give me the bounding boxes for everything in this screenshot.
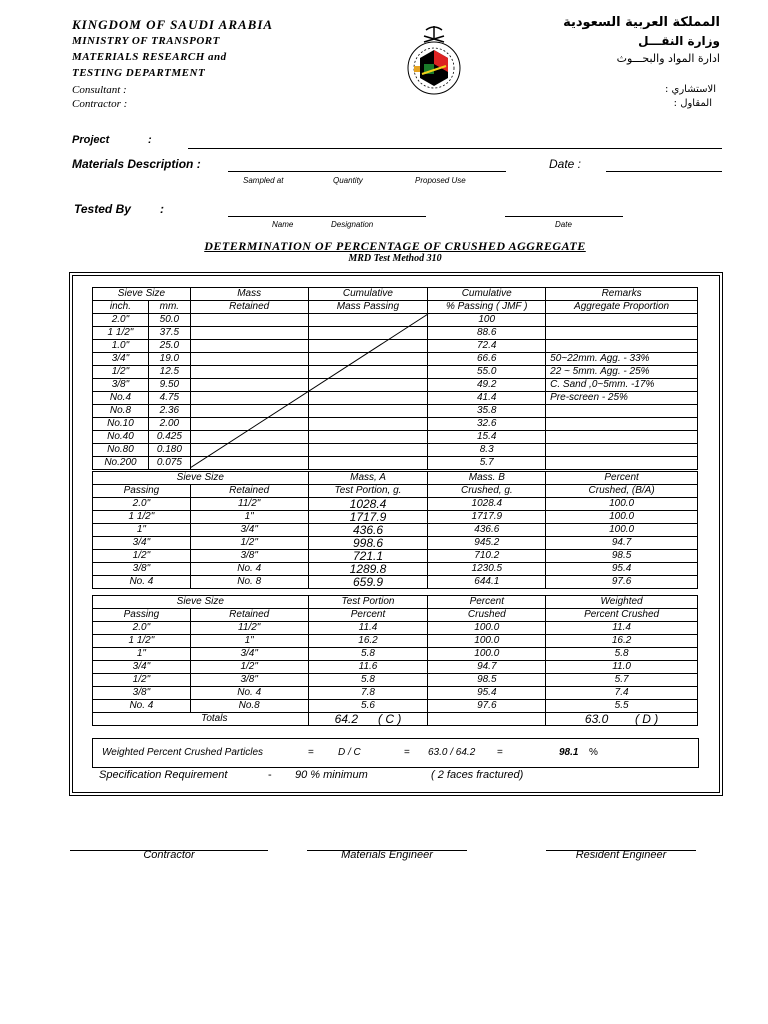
- ratio-value: 63.0 / 64.2: [428, 747, 476, 758]
- remarks-cell: [546, 444, 698, 457]
- gradation-header-row: [93, 288, 698, 301]
- jmf-passing-cell: 8.3: [428, 444, 546, 457]
- passing-cell: 1/2": [93, 550, 191, 563]
- mass-b-header: Mass. B: [428, 472, 546, 485]
- contractor-signature-label: Contractor: [143, 849, 195, 861]
- d-label: ( D ): [634, 712, 659, 726]
- crushed-subheader: Crushed: [428, 609, 546, 622]
- sieve-mm-cell: 12.5: [148, 366, 190, 379]
- crushed-mass-row: [93, 537, 698, 550]
- header-testing-department: TESTING DEPARTMENT: [72, 67, 206, 79]
- percent-header: Percent: [428, 596, 546, 609]
- weighted-percent-cell: 5.8: [546, 648, 698, 661]
- equals-2: =: [404, 747, 410, 758]
- tested-by-name-field[interactable]: [228, 216, 426, 217]
- percent-crushed-cell: 100.0: [428, 635, 546, 648]
- jmf-passing-cell: 32.6: [428, 418, 546, 431]
- passing-cell: 2.0": [93, 498, 191, 511]
- mass-header: Mass: [190, 288, 308, 301]
- mass-b-cell: 1230.5: [428, 563, 546, 576]
- test-portion-percent-cell: 11.6: [308, 661, 428, 674]
- weighted-percent-cell: 16.2: [546, 635, 698, 648]
- materials-engineer-signature-label: Materials Engineer: [341, 849, 433, 861]
- retained-cell: 1/2": [190, 537, 308, 550]
- remarks-cell: [546, 457, 698, 470]
- remarks-cell: [546, 418, 698, 431]
- consultant-label: Consultant :: [72, 84, 127, 96]
- tested-by-label: Tested By: [74, 202, 131, 216]
- retained-cell: 1": [190, 635, 308, 648]
- jmf-passing-cell: 72.4: [428, 340, 546, 353]
- crushed-g-header: Crushed, g.: [428, 485, 546, 498]
- percent-crushed-subheader: Percent Crushed: [546, 609, 698, 622]
- passing-cell: 1/2": [93, 674, 191, 687]
- retained-cell: 1/2": [190, 661, 308, 674]
- percent-crushed-cell: 100.0: [546, 511, 698, 524]
- jmf-passing-cell: 35.8: [428, 405, 546, 418]
- retained-header: Retained: [190, 301, 308, 314]
- result-percent: %: [589, 747, 598, 758]
- mm-header: mm.: [148, 301, 190, 314]
- remarks-cell: [546, 314, 698, 327]
- percent-crushed-cell: 97.6: [546, 576, 698, 589]
- sieve-inch-cell: 1/2": [93, 366, 149, 379]
- sieve-size-header: Sieve Size: [93, 472, 309, 485]
- page-title: DETERMINATION OF PERCENTAGE OF CRUSHED AGGREGATE: [204, 239, 586, 253]
- jmf-passing-cell: 41.4: [428, 392, 546, 405]
- contractor-label: Contractor :: [72, 98, 128, 110]
- mass-b-cell: 1717.9: [428, 511, 546, 524]
- percent-crushed-cell: 94.7: [546, 537, 698, 550]
- name-label: Name: [272, 220, 294, 229]
- retained-header: Retained: [190, 485, 308, 498]
- passing-cell: 1": [93, 524, 191, 537]
- retained-cell: 3/8": [190, 674, 308, 687]
- passing-cell: 1 1/2": [93, 635, 191, 648]
- diagonal-strike-line: [190, 312, 430, 470]
- consultant-label-ar: الاستشاري :: [664, 84, 716, 95]
- remarks-cell: [546, 340, 698, 353]
- remarks-header: Remarks: [546, 288, 698, 301]
- weighted-row: [93, 674, 698, 687]
- weighted-header: Weighted: [546, 596, 698, 609]
- crushed-mass-row: [93, 563, 698, 576]
- jmf-passing-cell: 49.2: [428, 379, 546, 392]
- test-portion-header: Test Portion: [308, 596, 428, 609]
- mass-a-cell: 1717.9: [308, 511, 428, 524]
- header-department-ar: ادارة المواد والبحـــوث: [616, 52, 720, 65]
- spec-requirement-label: Specification Requirement: [99, 769, 228, 781]
- weighted-percent-cell: 7.4: [546, 687, 698, 700]
- equals-1: =: [308, 747, 314, 758]
- remarks-cell: [546, 327, 698, 340]
- jmf-passing-cell: 66.6: [428, 353, 546, 366]
- mass-a-header: Mass, A: [308, 472, 428, 485]
- sieve-mm-cell: 9.50: [148, 379, 190, 392]
- jmf-passing-cell: 100: [428, 314, 546, 327]
- retained-cell: 3/4": [190, 524, 308, 537]
- crushed-mass-row: [93, 524, 698, 537]
- mass-a-cell: 1289.8: [308, 563, 428, 576]
- retained-cell: 3/8": [190, 550, 308, 563]
- equals-3: =: [497, 747, 503, 758]
- weighted-row: [93, 622, 698, 635]
- sieve-inch-cell: 2.0": [93, 314, 149, 327]
- percent-crushed-cell: 97.6: [428, 700, 546, 713]
- totals-row: [93, 713, 698, 726]
- materials-description-field[interactable]: [228, 171, 506, 172]
- crushed-mass-table: [92, 471, 698, 589]
- percent-crushed-cell: 94.7: [428, 661, 546, 674]
- weighted-crushed-label: Weighted Percent Crushed Particles: [102, 747, 264, 758]
- totals-empty-cell: [428, 713, 546, 726]
- test-portion-header: Test Portion, g.: [308, 485, 428, 498]
- date-sub-label: Date: [555, 220, 572, 229]
- test-portion-percent-cell: 5.6: [308, 700, 428, 713]
- test-portion-percent-cell: 5.8: [308, 674, 428, 687]
- sieve-inch-cell: No.40: [93, 431, 149, 444]
- sieve-inch-cell: No.10: [93, 418, 149, 431]
- mass-b-cell: 945.2: [428, 537, 546, 550]
- sieve-inch-cell: No.8: [93, 405, 149, 418]
- mass-a-cell: 436.6: [308, 524, 428, 537]
- remarks-cell: [546, 431, 698, 444]
- passing-cell: 1 1/2": [93, 511, 191, 524]
- weighted-percent-cell: 11.4: [546, 622, 698, 635]
- weighted-percent-cell: 5.7: [546, 674, 698, 687]
- passing-cell: 3/8": [93, 687, 191, 700]
- cumulative-header: Cumulative: [308, 288, 428, 301]
- sieve-mm-cell: 0.075: [148, 457, 190, 470]
- crushed-mass-row: [93, 576, 698, 589]
- jmf-passing-cell: 88.6: [428, 327, 546, 340]
- weighted-subheader-row: [93, 609, 698, 622]
- retained-cell: 11/2": [190, 498, 308, 511]
- passing-header: Passing: [93, 609, 191, 622]
- retained-cell: No.8: [190, 700, 308, 713]
- test-portion-percent-cell: 11.4: [308, 622, 428, 635]
- date-field[interactable]: [606, 171, 722, 172]
- sieve-mm-cell: 0.180: [148, 444, 190, 457]
- project-label: Project: [72, 134, 110, 146]
- tested-by-date-field[interactable]: [505, 216, 623, 217]
- crushed-ratio-header: Crushed, (B/A): [546, 485, 698, 498]
- mass-a-cell: 1028.4: [308, 498, 428, 511]
- quantity-label: Quantity: [333, 176, 363, 185]
- sieve-inch-cell: 3/4": [93, 353, 149, 366]
- mass-a-cell: 659.9: [308, 576, 428, 589]
- passing-cell: No. 4: [93, 576, 191, 589]
- sieve-mm-cell: 4.75: [148, 392, 190, 405]
- retained-header: Retained: [190, 609, 308, 622]
- retained-cell: 3/4": [190, 648, 308, 661]
- ministry-emblem-icon: [398, 22, 470, 96]
- test-portion-percent-cell: 5.8: [308, 648, 428, 661]
- weighted-percent-cell: 5.5: [546, 700, 698, 713]
- sieve-mm-cell: 50.0: [148, 314, 190, 327]
- sieve-mm-cell: 0.425: [148, 431, 190, 444]
- mass-a-cell: 998.6: [308, 537, 428, 550]
- header-materials-research: MATERIALS RESEARCH and: [72, 51, 227, 63]
- retained-cell: 1": [190, 511, 308, 524]
- retained-cell: No. 8: [190, 576, 308, 589]
- sieve-mm-cell: 25.0: [148, 340, 190, 353]
- spec-value: 90 % minimum: [295, 769, 368, 781]
- passing-header: Passing: [93, 485, 191, 498]
- mass-passing-header: Mass Passing: [308, 301, 428, 314]
- resident-engineer-signature-label: Resident Engineer: [575, 849, 667, 861]
- sieve-inch-cell: 1.0": [93, 340, 149, 353]
- retained-cell: No. 4: [190, 563, 308, 576]
- weighted-row: [93, 687, 698, 700]
- spec-note: ( 2 faces fractured): [431, 769, 524, 781]
- header-kingdom: KINGDOM OF SAUDI ARABIA: [72, 17, 274, 32]
- project-field[interactable]: [188, 148, 722, 149]
- date-label: Date :: [549, 157, 582, 171]
- header-ministry-ar: وزارة النقـــل: [638, 34, 720, 48]
- percent-crushed-cell: 100.0: [546, 524, 698, 537]
- header-kingdom-ar: المملكة العربية السعودية: [563, 15, 720, 30]
- crushed-mass-row: [93, 511, 698, 524]
- retained-cell: No. 4: [190, 687, 308, 700]
- total-d-value: 63.0: [584, 712, 609, 726]
- tested-by-colon: :: [160, 202, 164, 216]
- crushed-mass-row: [93, 498, 698, 511]
- sieve-inch-cell: No.200: [93, 457, 149, 470]
- percent-crushed-cell: 100.0: [546, 498, 698, 511]
- sieve-inch-cell: 1 1/2": [93, 327, 149, 340]
- sieve-size-header: Sieve Size: [93, 288, 191, 301]
- percent-crushed-cell: 98.5: [546, 550, 698, 563]
- sieve-mm-cell: 2.00: [148, 418, 190, 431]
- weighted-row: [93, 648, 698, 661]
- weighted-row: [93, 635, 698, 648]
- passing-cell: 2.0": [93, 622, 191, 635]
- retained-cell: 11/2": [190, 622, 308, 635]
- cumulative-jmf-header: Cumulative: [428, 288, 546, 301]
- passing-cell: 3/4": [93, 537, 191, 550]
- sieve-inch-cell: No.4: [93, 392, 149, 405]
- mass-a-cell: 721.1: [308, 550, 428, 563]
- sieve-inch-cell: No.80: [93, 444, 149, 457]
- passing-cell: 1": [93, 648, 191, 661]
- d-over-c: D / C: [338, 747, 361, 758]
- page-subtitle: MRD Test Method 310: [348, 253, 442, 264]
- jmf-passing-cell: 15.4: [428, 431, 546, 444]
- percent-crushed-cell: 95.4: [428, 687, 546, 700]
- passing-cell: 3/4": [93, 661, 191, 674]
- contractor-label-ar: المقاول :: [673, 98, 712, 109]
- crushed-mass-row: [93, 550, 698, 563]
- sieve-mm-cell: 37.5: [148, 327, 190, 340]
- passing-cell: No. 4: [93, 700, 191, 713]
- mass-b-cell: 644.1: [428, 576, 546, 589]
- remarks-cell: 50~22mm. Agg. - 33%: [546, 353, 698, 366]
- percent-crushed-cell: 100.0: [428, 648, 546, 661]
- materials-description-label: Materials Description :: [72, 157, 201, 171]
- total-c-value: 64.2: [334, 712, 358, 726]
- percent-crushed-cell: 100.0: [428, 622, 546, 635]
- result-value: 98.1: [559, 747, 579, 758]
- crushed-mass-subheader-row: [93, 485, 698, 498]
- percent-subheader: Percent: [308, 609, 428, 622]
- remarks-cell: 22 ~ 5mm. Agg. - 25%: [546, 366, 698, 379]
- weighted-row: [93, 700, 698, 713]
- remarks-cell: C. Sand ,0~5mm. -17%: [546, 379, 698, 392]
- percent-header: Percent: [546, 472, 698, 485]
- proposed-use-label: Proposed Use: [415, 176, 466, 185]
- remarks-cell: [546, 405, 698, 418]
- mass-b-cell: 1028.4: [428, 498, 546, 511]
- total-d-cell: [546, 713, 698, 726]
- designation-label: Designation: [331, 220, 374, 229]
- percent-crushed-cell: 98.5: [428, 674, 546, 687]
- mass-b-cell: 436.6: [428, 524, 546, 537]
- test-portion-percent-cell: 16.2: [308, 635, 428, 648]
- mass-b-cell: 710.2: [428, 550, 546, 563]
- sieve-mm-cell: 2.36: [148, 405, 190, 418]
- sampled-at-label: Sampled at: [243, 176, 284, 185]
- c-label: ( C ): [378, 712, 402, 726]
- spec-dash: -: [268, 769, 272, 781]
- jmf-passing-cell: 55.0: [428, 366, 546, 379]
- inch-header: inch.: [93, 301, 149, 314]
- total-c-cell: [308, 713, 428, 726]
- sieve-inch-cell: 3/8": [93, 379, 149, 392]
- weighted-header-row: [93, 596, 698, 609]
- passing-cell: 3/8": [93, 563, 191, 576]
- remarks-cell: Pre-screen - 25%: [546, 392, 698, 405]
- sieve-mm-cell: 19.0: [148, 353, 190, 366]
- percent-passing-header: % Passing ( JMF ): [428, 301, 546, 314]
- aggregate-proportion-header: Aggregate Proportion: [546, 301, 698, 314]
- header-ministry: MINISTRY OF TRANSPORT: [72, 35, 220, 47]
- jmf-passing-cell: 5.7: [428, 457, 546, 470]
- totals-label: Totals: [93, 713, 309, 726]
- test-portion-percent-cell: 7.8: [308, 687, 428, 700]
- crushed-mass-header-row: [93, 472, 698, 485]
- weighted-table: [92, 595, 698, 726]
- sieve-size-header: Sieve Size: [93, 596, 309, 609]
- percent-crushed-cell: 95.4: [546, 563, 698, 576]
- project-colon: :: [148, 134, 152, 146]
- weighted-row: [93, 661, 698, 674]
- weighted-percent-cell: 11.0: [546, 661, 698, 674]
